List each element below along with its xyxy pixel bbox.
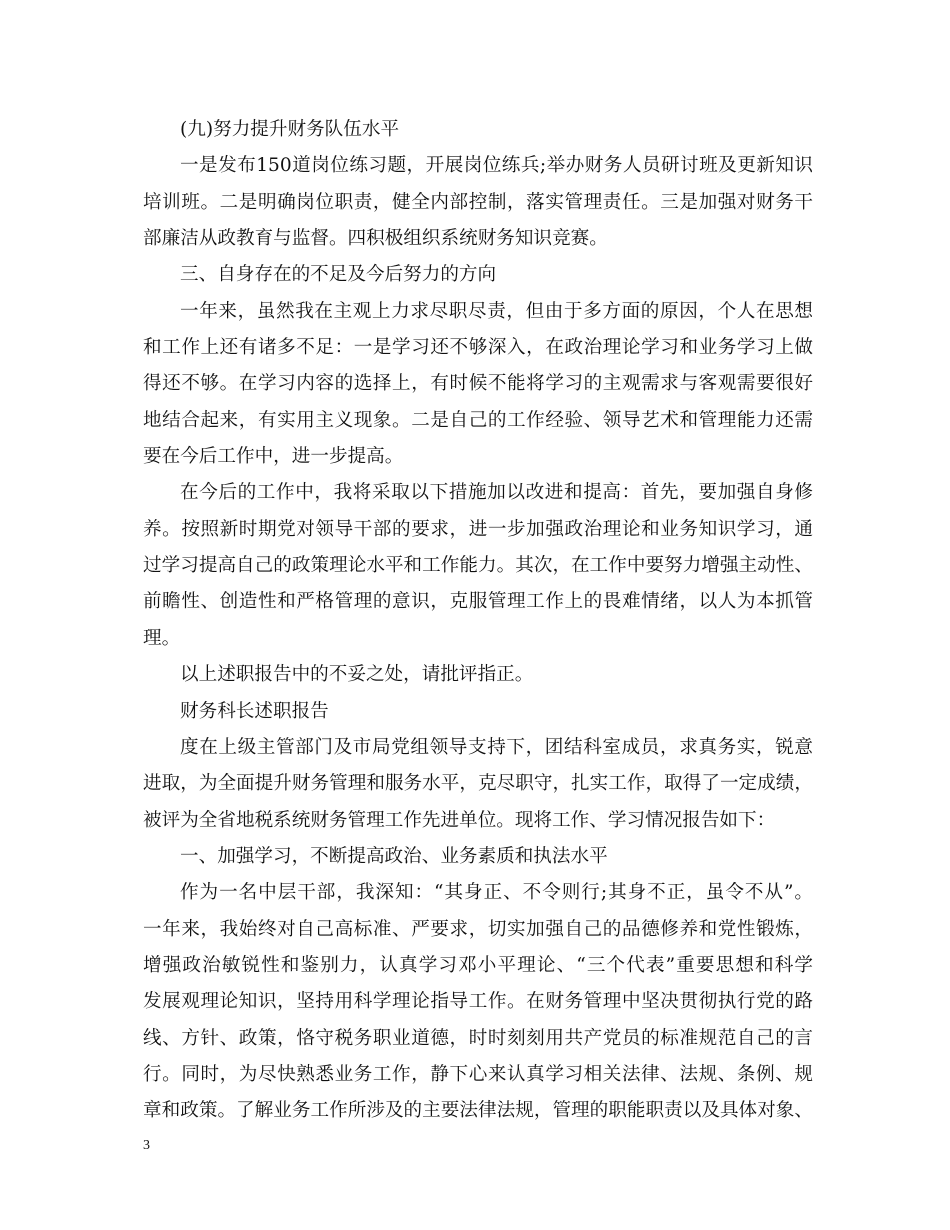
page-number: 3 [143,1138,150,1153]
body-text [143,112,813,1130]
text-line: 一是发布150道岗位练习题，开展岗位练兵;举办财务人员研讨班及更新知识 [180,155,813,177]
text-line: 一年来，我始终对自己高标准、严要求，切实加强自己的品德修养和党性锻炼， [143,918,813,940]
text-line: 财务科长述职报告 [180,700,329,722]
text-line: 部廉洁从政教育与监督。四积极组织系统财务知识竞赛。 [143,228,608,250]
text-line: 过学习提高自己的政策理论水平和工作能力。其次，在工作中要努力增强主动性、 [143,555,813,577]
text-line: 作为一名中层干部，我深知：“其身正、不令则行;其身不正，虽令不从”。 [180,882,813,904]
text-line: 线、方针、政策，恪守税务职业道德，时时刻刻用共产党员的标准规范自己的言 [143,1027,813,1049]
text-line: 发展观理论知识，坚持用科学理论指导工作。在财务管理中坚决贯彻执行党的路 [143,991,813,1013]
text-line: 增强政治敏锐性和鉴别力，认真学习邓小平理论、“三个代表”重要思想和科学 [143,954,813,976]
text-line: 一年来，虽然我在主观上力求尽职尽责，但由于多方面的原因，个人在思想 [180,300,813,322]
text-line: 在今后的工作中，我将采取以下措施加以改进和提高：首先，要加强自身修 [180,482,813,504]
text-line: 度在上级主管部门及市局党组领导支持下，团结科室成员，求真务实，锐意 [180,736,813,758]
text-line: 理。 [143,627,181,649]
text-line: 得还不够。在学习内容的选择上，有时候不能将学习的主观需求与客观需要很好 [143,373,813,395]
text-line: 地结合起来，有实用主义现象。二是自己的工作经验、领导艺术和管理能力还需 [143,409,813,431]
text-line: 章和政策。了解业务工作所涉及的主要法律法规，管理的职能职责以及具体对象、 [143,1100,813,1122]
text-line: 要在今后工作中，进一步提高。 [143,446,404,468]
text-line: 行。同时，为尽快熟悉业务工作，静下心来认真学习相关法律、法规、条例、规 [143,1063,813,1085]
text-line: 被评为全省地税系统财务管理工作先进单位。现将工作、学习情况报告如下： [143,809,776,831]
text-line: (九)努力提升财务队伍水平 [180,119,400,140]
text-line: 一、加强学习，不断提高政治、业务素质和执法水平 [180,845,608,867]
text-line: 和工作上还有诸多不足：一是学习还不够深入，在政治理论学习和业务学习上做 [143,337,813,359]
text-line: 进取，为全面提升财务管理和服务水平，克尽职守，扎实工作，取得了一定成绩， [143,773,813,795]
text-line: 培训班。二是明确岗位职责，健全内部控制，落实管理责任。三是加强对财务干 [143,191,813,213]
text-line: 三、自身存在的不足及今后努力的方向 [180,264,497,286]
text-line: 前瞻性、创造性和严格管理的意识，克服管理工作上的畏难情绪，以人为本抓管 [143,591,813,613]
text-line: 以上述职报告中的不妥之处，请批评指正。 [180,664,534,686]
text-line: 养。按照新时期党对领导干部的要求，进一步加强政治理论和业务知识学习，通 [143,518,813,540]
